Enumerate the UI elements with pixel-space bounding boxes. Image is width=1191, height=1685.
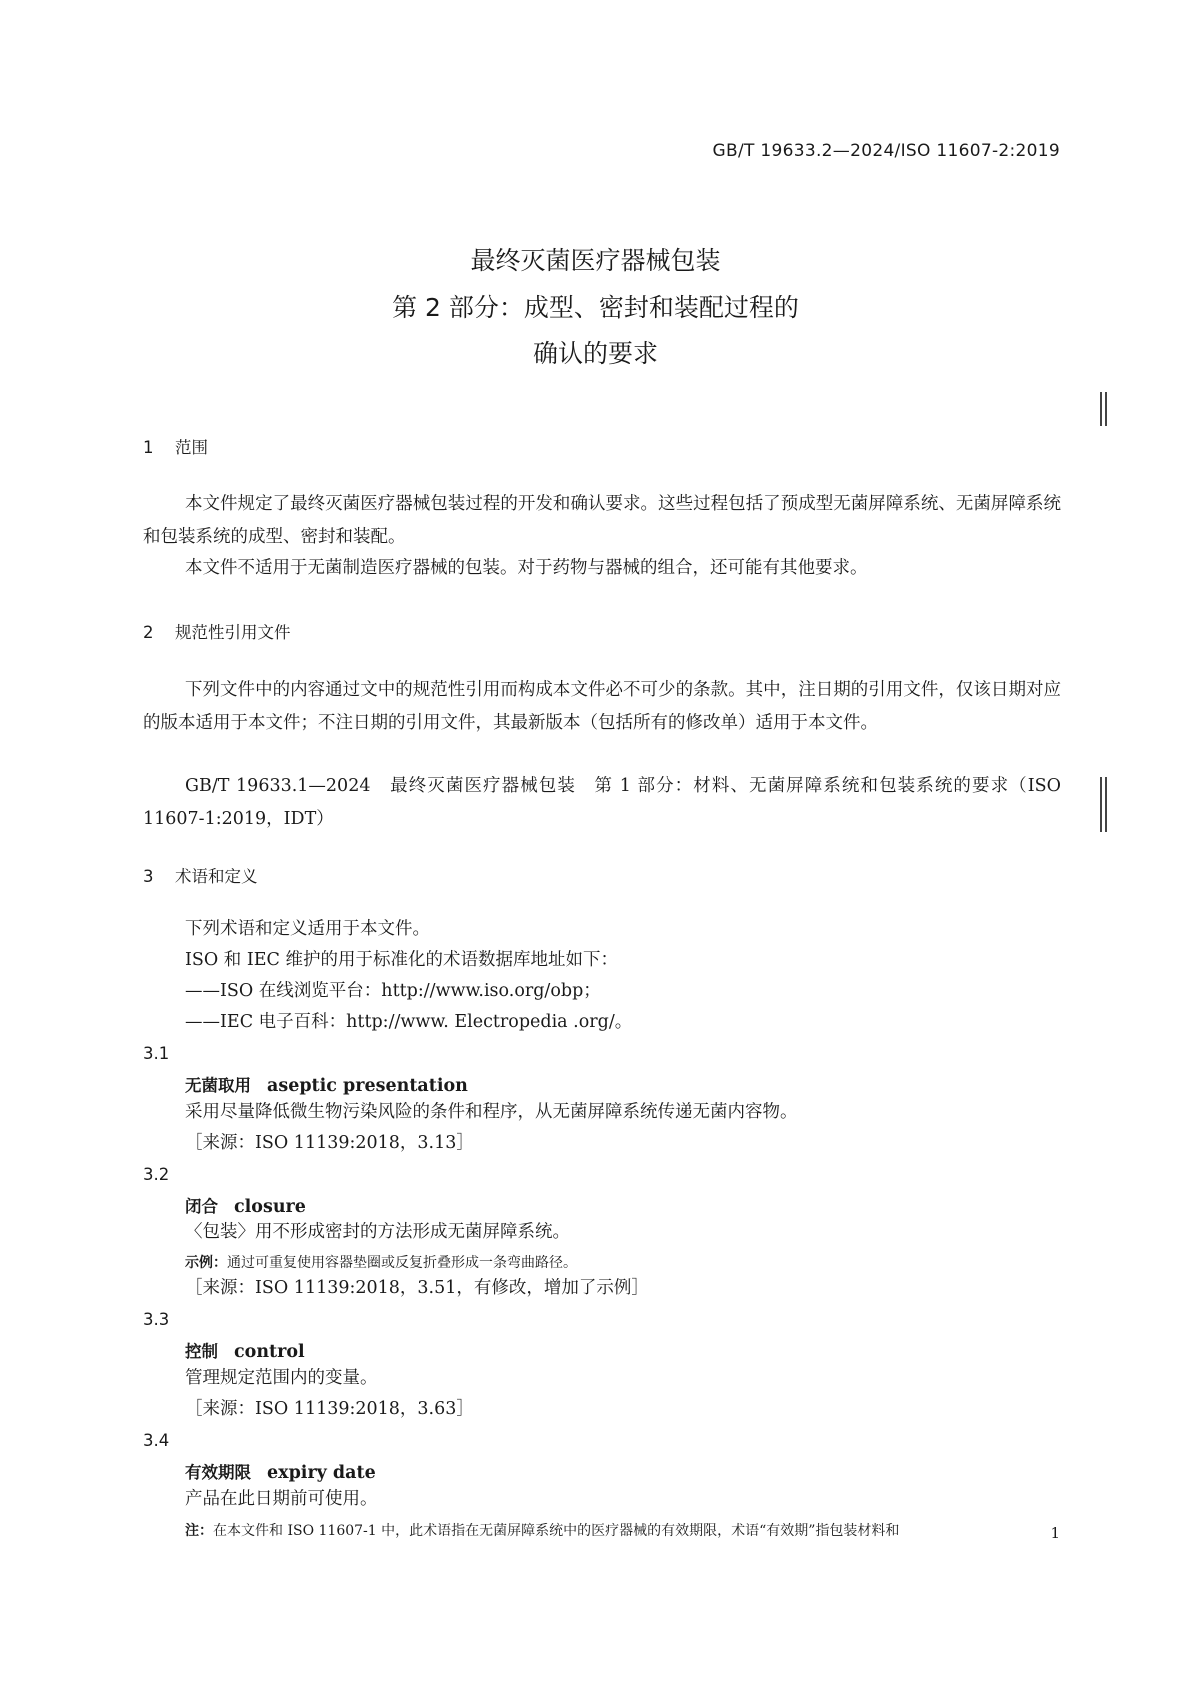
section-title: 规范性引用文件 <box>175 623 291 642</box>
note-text: 在本文件和 ISO 11607-1 中，此术语指在无菌屏障系统中的医疗器械的有效期限，术语“有效期”指包装材料和 <box>213 1523 900 1539</box>
term-definition: 〈包装〉用不形成密封的方法形成无菌屏障系统。 <box>185 1222 570 1242</box>
term-name-en: expiry date <box>267 1463 376 1483</box>
term-name <box>185 1193 306 1217</box>
term-definition: 采用尽量降低微生物污染风险的条件和程序，从无菌屏障系统传递无菌内容物。 <box>185 1102 798 1122</box>
term-example <box>185 1252 577 1272</box>
term-source: ［来源：ISO 11139:2018，3.51，有修改，增加了示例］ <box>185 1278 649 1298</box>
page-number: 1 <box>1050 1524 1060 1542</box>
term-definition: 产品在此日期前可使用。 <box>185 1489 378 1509</box>
term-note <box>185 1520 899 1540</box>
note-label: 注： <box>185 1523 213 1539</box>
term-source: ［来源：ISO 11139:2018，3.13］ <box>185 1133 474 1153</box>
change-bar <box>1100 392 1102 426</box>
section-heading-terms <box>143 863 258 887</box>
document-title-line1: 最终灭菌医疗器械包装 <box>470 246 721 275</box>
term-name <box>185 1459 376 1483</box>
change-bar <box>1105 777 1107 832</box>
example-label: 示例： <box>185 1255 227 1271</box>
standard-number: GB/T 19633.2—2024/ISO 11607-2:2019 <box>712 141 1060 161</box>
scope-paragraph-2: 本文件不适用于无菌制造医疗器械的包装。对于药物与器械的组合，还可能有其他要求。 <box>185 558 868 578</box>
iso-obp-link: ——ISO 在线浏览平台：http://www.iso.org/obp； <box>185 981 601 1001</box>
terms-intro-1: 下列术语和定义适用于本文件。 <box>185 919 430 939</box>
term-name-zh: 控制 <box>185 1342 218 1361</box>
document-title-line3: 确认的要求 <box>532 339 658 368</box>
term-name-en: closure <box>234 1197 306 1217</box>
term-name <box>185 1072 468 1096</box>
term-name <box>185 1338 305 1362</box>
term-name-zh: 有效期限 <box>185 1463 251 1482</box>
iec-electropedia-link: ——IEC 电子百科：http://www. Electropedia .org/。 <box>185 1012 633 1032</box>
scope-paragraph-1: 本文件规定了最终灭菌医疗器械包装过程的开发和确认要求。这些过程包括了预成型无菌屏障系统、无菌屏障系统和包装系统的成型、密封和装配。 <box>143 494 1061 547</box>
section-title: 术语和定义 <box>175 867 258 886</box>
references-paragraph: 下列文件中的内容通过文中的规范性引用而构成本文件必不可少的条款。其中，注日期的引用文件，仅该日期对应的版本适用于本文件；不注日期的引用文件，其最新版本（包括所有的修改单）适用于本文件。 <box>143 680 1061 733</box>
section-number: 1 <box>143 438 154 457</box>
example-text: 通过可重复使用容器垫圈或反复折叠形成一条弯曲路径。 <box>227 1255 577 1271</box>
section-heading-scope <box>143 434 208 458</box>
reference-entry: GB/T 19633.1—2024 最终灭菌医疗器械包装 第 1 部分：材料、无菌屏障系统和包装系统的要求（ISO 11607-1:2019，IDT） <box>143 776 1061 829</box>
term-name-en: aseptic presentation <box>267 1076 468 1096</box>
term-number: 3.2 <box>143 1165 170 1184</box>
term-name-en: control <box>234 1342 305 1362</box>
term-number: 3.3 <box>143 1310 170 1329</box>
section-heading-normative-references <box>143 619 291 643</box>
change-bar <box>1100 777 1102 832</box>
term-number: 3.1 <box>143 1044 170 1063</box>
term-definition: 管理规定范围内的变量。 <box>185 1368 378 1388</box>
term-number: 3.4 <box>143 1431 170 1450</box>
change-bar <box>1105 392 1107 426</box>
term-name-zh: 无菌取用 <box>185 1076 251 1095</box>
term-source: ［来源：ISO 11139:2018，3.63］ <box>185 1399 474 1419</box>
section-title: 范围 <box>175 438 208 457</box>
section-number: 2 <box>143 623 154 642</box>
term-name-zh: 闭合 <box>185 1197 218 1216</box>
section-number: 3 <box>143 867 154 886</box>
document-title-line2: 第 2 部分：成型、密封和装配过程的 <box>392 293 799 322</box>
terms-intro-2: ISO 和 IEC 维护的用于标准化的术语数据库地址如下： <box>185 950 619 970</box>
